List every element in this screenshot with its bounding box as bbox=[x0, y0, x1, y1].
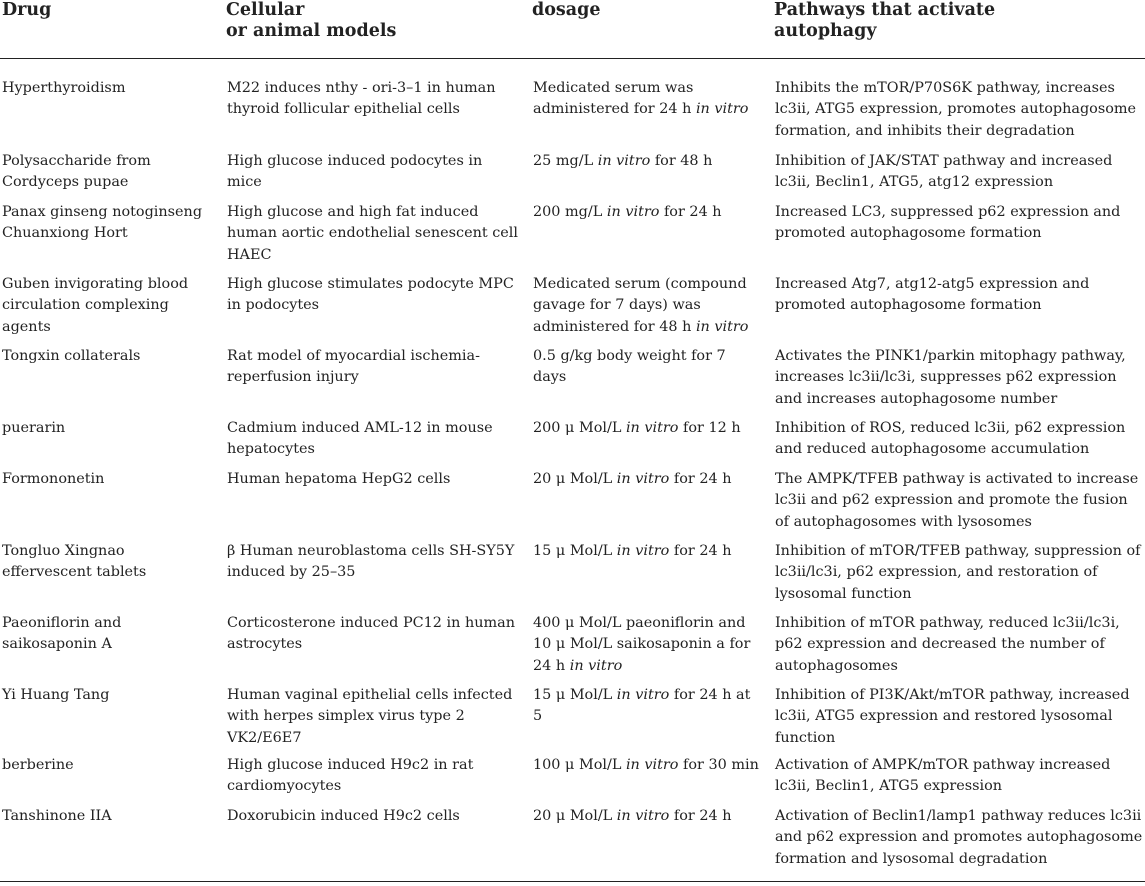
dosage-cell: Medicated serum was administered for 24 h in vitro bbox=[533, 80, 749, 118]
table-row bbox=[0, 469, 1145, 541]
pathway-cell: Inhibition of JAK/STAT pathway and increased lc3ii, Beclin1, ATG5, atg12 expression bbox=[775, 153, 1113, 191]
pathway-cell: Increased LC3, suppressed p62 expression and promoted autophagosome formation bbox=[775, 204, 1121, 242]
model-cell: Doxorubicin induced H9c2 cells bbox=[226, 806, 532, 882]
header-cellular-models: Cellular or animal models bbox=[226, 0, 532, 59]
drug-cell: berberine bbox=[2, 757, 74, 773]
model-cell: High glucose induced podocytes in mice bbox=[227, 153, 483, 191]
drug-cell: puerarin bbox=[2, 420, 66, 436]
pathway-cell: Activates the PINK1/parkin mitophagy pathway, increases lc3ii/lc3i, suppresses p62 expression and increases autophagosome number bbox=[775, 348, 1126, 407]
drug-cell: Tongluo Xingnao effervescent tablets bbox=[2, 543, 147, 581]
drug-cell: Guben invigorating blood circulation complexing agents bbox=[2, 276, 189, 335]
drug-cell: Tanshinone IIA bbox=[0, 806, 226, 882]
pathway-cell: Inhibits the mTOR/P70S6K pathway, increases lc3ii, ATG5 expression, promotes autophagosome formation, and inhibits their degradation bbox=[775, 80, 1137, 139]
dosage-cell: 15 μ Mol/L in vitro for 24 h bbox=[533, 543, 732, 559]
pathway-cell: Inhibition of mTOR/TFEB pathway, suppression of lc3ii/lc3i, p62 expression, and restoration of lysosomal function bbox=[775, 543, 1141, 602]
table-row bbox=[0, 274, 1145, 346]
model-cell: Cadmium induced AML-12 in mouse hepatocytes bbox=[227, 420, 493, 458]
table-row bbox=[0, 346, 1145, 418]
table-row bbox=[0, 685, 1145, 755]
model-cell: High glucose and high fat induced human aortic endothelial senescent cell HAEC bbox=[227, 204, 518, 263]
header-dosage: dosage bbox=[532, 0, 774, 59]
drug-cell: Formononetin bbox=[2, 471, 105, 487]
table-row bbox=[0, 541, 1145, 613]
table-row bbox=[0, 806, 1145, 882]
table-row bbox=[0, 59, 1145, 152]
model-cell: Human hepatoma HepG2 cells bbox=[227, 471, 451, 487]
drug-cell: Hyperthyroidism bbox=[2, 80, 126, 96]
pathway-cell: The AMPK/TFEB pathway is activated to increase lc3ii and p62 expression and promote the fusion of autophagosomes with lysosomes bbox=[775, 471, 1139, 530]
pathway-cell: Inhibition of mTOR pathway, reduced lc3ii/lc3i, p62 expression and decreased the number of autophagosomes bbox=[775, 615, 1120, 674]
model-cell: Rat model of myocardial ischemia-reperfusion injury bbox=[227, 348, 480, 386]
header-row bbox=[0, 0, 1145, 59]
model-cell: High glucose induced H9c2 in rat cardiomyocytes bbox=[227, 757, 474, 795]
header-pathways: Pathways that activate autophagy bbox=[774, 0, 1145, 59]
dosage-cell: Medicated serum (compound gavage for 7 days) was administered for 48 h in vitro bbox=[533, 276, 749, 335]
dosage-cell: 200 μ Mol/L in vitro for 12 h bbox=[533, 420, 741, 436]
drug-cell: Panax ginseng notoginseng Chuanxiong Hort bbox=[2, 204, 203, 242]
dosage-cell: 15 μ Mol/L in vitro for 24 h at 5 bbox=[533, 687, 751, 725]
dosage-cell: 0.5 g/kg body weight for 7 days bbox=[533, 348, 726, 386]
dosage-cell: 25 mg/L in vitro for 48 h bbox=[533, 153, 713, 169]
pathway-cell: Inhibition of ROS, reduced lc3ii, p62 expression and reduced autophagosome accumulation bbox=[775, 420, 1126, 458]
model-cell: M22 induces nthy - ori-3–1 in human thyroid follicular epithelial cells bbox=[227, 80, 496, 118]
table-row bbox=[0, 202, 1145, 274]
table-row bbox=[0, 151, 1145, 202]
dosage-cell: 200 mg/L in vitro for 24 h bbox=[533, 204, 722, 220]
pathway-cell: Inhibition of PI3K/Akt/mTOR pathway, increased lc3ii, ATG5 expression and restored lysosomal function bbox=[775, 687, 1130, 746]
dosage-cell: 400 μ Mol/L paeoniflorin and 10 μ Mol/L saikosaponin a for 24 h in vitro bbox=[533, 615, 751, 674]
table-row bbox=[0, 613, 1145, 685]
drug-cell: Yi Huang Tang bbox=[2, 687, 110, 703]
dosage-cell: 100 μ Mol/L in vitro for 30 min bbox=[533, 757, 759, 773]
drug-cell: Tongxin collaterals bbox=[2, 348, 141, 364]
model-cell: High glucose stimulates podocyte MPC in podocytes bbox=[227, 276, 514, 314]
drug-cell: Polysaccharide from Cordyceps pupae bbox=[2, 153, 151, 191]
pathway-cell: Increased Atg7, atg12-atg5 expression and promoted autophagosome formation bbox=[775, 276, 1090, 314]
model-cell: Human vaginal epithelial cells infected with herpes simplex virus type 2 VK2/E6E7 bbox=[227, 687, 513, 746]
table-row bbox=[0, 418, 1145, 469]
model-cell: Corticosterone induced PC12 in human astrocytes bbox=[227, 615, 516, 653]
dosage-cell: 20 μ Mol/L in vitro for 24 h bbox=[533, 471, 732, 487]
pathway-cell: Activation of AMPK/mTOR pathway increased lc3ii, Beclin1, ATG5 expression bbox=[775, 757, 1111, 795]
dosage-cell: 20 μ Mol/L in vitro for 24 h bbox=[532, 806, 774, 882]
pathway-cell: Activation of Beclin1/lamp1 pathway reduces lc3ii and p62 expression and promotes autophagosome formation and lysosomal degradation bbox=[774, 806, 1145, 882]
header-drug: Drug bbox=[0, 0, 226, 59]
model-cell: β Human neuroblastoma cells SH-SY5Y induced by 25–35 bbox=[227, 543, 515, 581]
drug-cell: Paeoniflorin and saikosaponin A bbox=[2, 615, 122, 653]
table-row bbox=[0, 755, 1145, 806]
